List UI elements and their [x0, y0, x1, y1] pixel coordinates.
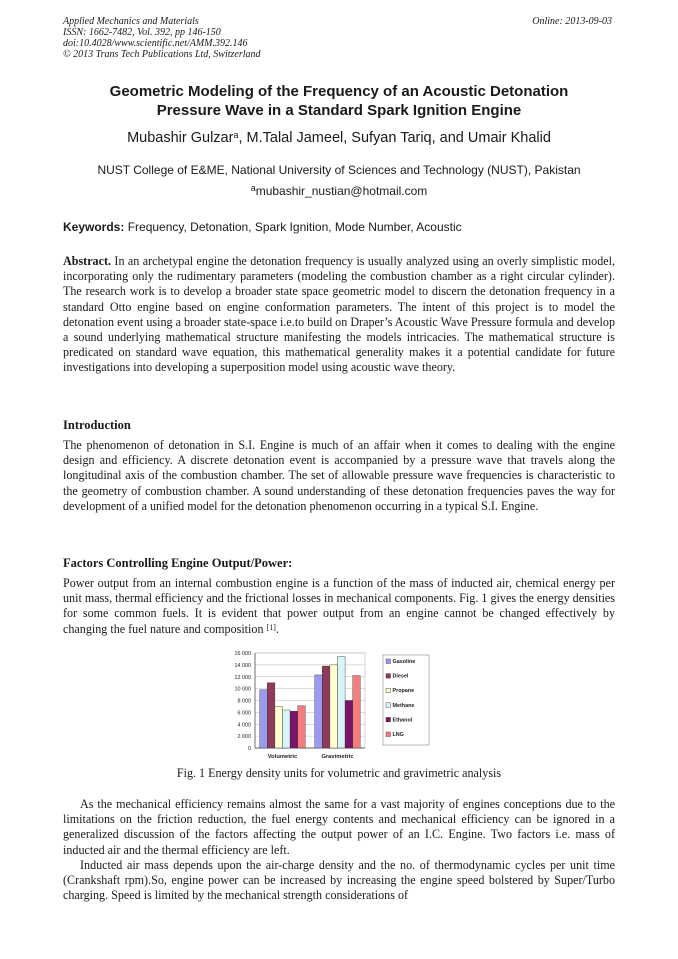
- paper-title: [63, 82, 615, 120]
- figure-caption: Fig. 1 Energy density units for volumetric and gravimetric analysis: [176, 766, 502, 780]
- y-tick-label: 8 000: [237, 698, 251, 705]
- bar-diesel-gravimetric: [322, 666, 330, 748]
- email-address[interactable]: mubashir_nustian@hotmail.com: [255, 184, 428, 198]
- y-tick-label: 16 000: [234, 651, 251, 657]
- factors-end: .: [275, 621, 279, 636]
- bar-methane-volumetric: [283, 710, 291, 748]
- citation[interactable]: [1]: [266, 622, 276, 632]
- factors-paragraph: [63, 576, 615, 637]
- legend-swatch-diesel: [386, 674, 391, 679]
- keywords: [63, 219, 615, 235]
- y-tick-label: 4 000: [237, 722, 251, 729]
- legend-swatch-methane: [386, 703, 391, 708]
- y-tick-label: 12 000: [234, 674, 251, 681]
- abstract-label: Abstract.: [63, 254, 112, 268]
- y-tick-label: 10 000: [234, 686, 251, 693]
- legend-label-ethanol: Ethanol: [392, 717, 413, 724]
- legend-swatch-gasoline: [386, 659, 391, 664]
- bar-gasoline-volumetric: [260, 690, 268, 748]
- bar-lng-gravimetric: [353, 676, 361, 748]
- bar-propane-gravimetric: [330, 665, 338, 748]
- author-first: Mubashir Gulzar: [127, 130, 234, 146]
- energy-density-chart: [221, 649, 436, 766]
- y-tick-label: 6 000: [237, 710, 251, 717]
- keywords-text: Frequency, Detonation, Spark Ignition, Mode Number, Acoustic: [124, 220, 462, 234]
- bar-gasoline-gravimetric: [315, 675, 323, 748]
- bar-methane-gravimetric: [338, 657, 346, 748]
- legend-label-gasoline: Gasoline: [392, 659, 416, 665]
- intro-paragraph: The phenomenon of detonation in S.I. Engine is much of an affair when it comes to dealing with the engine design and efficiency. A discrete detonation event is accompanied by a pressure wave that travels along the longitudinal axis of the combustion chamber. The set of allowable pressure wave frequencies is characteristic to the geometry of combustion chamber. A sound understanding of these detonation frequencies paves the way for development of a unified model for the detonation phenomenon occurring in a typical S.I. Engine.: [63, 438, 615, 513]
- keywords-label: Keywords:: [63, 220, 125, 234]
- y-tick-label: 14 000: [234, 662, 251, 669]
- factors-heading: Factors Controlling Engine Output/Power:: [63, 556, 293, 570]
- legend-label-methane: Methane: [392, 702, 415, 709]
- online-date: Online: 2013-09-03: [532, 16, 612, 27]
- legend-swatch-ethanol: [386, 717, 391, 722]
- issn: ISSN: 1662-7482, Vol. 392, pp 146-150: [63, 27, 221, 38]
- bar-propane-volumetric: [275, 706, 283, 748]
- affiliation: NUST College of E&ME, National University of Sciences and Technology (NUST), Pakistan: [97, 163, 581, 177]
- doi: doi:10.4028/www.scientific.net/AMM.392.146: [63, 38, 248, 49]
- chart-svg: [221, 649, 436, 766]
- title-line-2: Pressure Wave in a Standard Spark Ignition Engine: [156, 102, 522, 119]
- intro-heading: Introduction: [63, 418, 131, 432]
- journal-header: [63, 16, 261, 60]
- y-tick-label: 2 000: [237, 734, 251, 741]
- bar-ethanol-gravimetric: [345, 701, 353, 749]
- title-line-1: Geometric Modeling of the Frequency of an Acoustic Detonation: [109, 83, 569, 100]
- author-rest: , M.Talal Jameel, Sufyan Tariq, and Umair Khalid: [238, 130, 551, 146]
- legend-label-diesel: Diesel: [392, 673, 409, 680]
- paragraph-inducted-air: Inducted air mass depends upon the air-charge density and the no. of thermodynamic cycles per unit time (Crankshaft rpm).So, engine power can be increased by increasing the engine speed bolstered by Super/Turbo charging. Speed is limited by the mechanical strength considerations of: [63, 858, 615, 903]
- authors: [63, 128, 615, 148]
- factors-text: Power output from an internal combustion engine is a function of the mass of inducted air, chemical energy per unit mass, thermal efficiency and the frictional losses in mechanical components. Fig. 1 gives the energy densities for some common fuels. It is evident that power output from an engine cannot be changed effectively by changing the fuel nature and composition: [63, 576, 615, 636]
- bar-lng-volumetric: [298, 706, 306, 748]
- legend-swatch-lng: [386, 732, 391, 737]
- abstract-text: In an archetypal engine the detonation frequency is usually analyzed using an overly simplistic model, incorporating only the rudimentary parameters (modeling the combustion chamber as a right circular cylinder). The research work is to develop a broader state space geometric model to discern the detonation frequency in a standard Otto engine based on engine conformation parameters. The intent of this project is to model the detonation event using a broader state-space i.e.to build on Draper’s Acoustic Wave Pressure formula and develop a sound underlying mathematical structure manifesting the models intricacies. The mathematical structure is predicated on standard wave equation, this mathematical generality makes it a potential candidate for future investigations into developing a superposition model using acoustic wave theory.: [63, 254, 615, 375]
- abstract: [63, 254, 615, 376]
- legend-label-lng: LNG: [392, 732, 404, 738]
- legend-box: [383, 655, 429, 745]
- author-sup: a: [233, 130, 239, 140]
- y-tick-label: 0: [248, 746, 251, 752]
- paragraph-mechanical-efficiency: As the mechanical efficiency remains almost the same for a vast majority of engines conceptions due to the limitations on the friction reduction, the fuel energy contents and mechanical efficiency can be ignored in a generalized discussion of the factors affecting the output power of an I.C. Engine. Two factors i.e. mass of inducted air and the thermal efficiency are left.: [63, 797, 615, 857]
- bar-diesel-volumetric: [267, 683, 275, 748]
- legend-swatch-propane: [386, 688, 391, 693]
- x-category-label: Volumetric: [267, 754, 298, 760]
- x-category-label: Gravimetric: [321, 754, 354, 760]
- bar-ethanol-volumetric: [290, 711, 298, 748]
- email: [63, 183, 615, 199]
- copyright: © 2013 Trans Tech Publications Ltd, Switzerland: [63, 49, 261, 60]
- legend-label-propane: Propane: [392, 688, 415, 695]
- email-sup: a: [250, 183, 256, 193]
- journal-name: Applied Mechanics and Materials: [63, 16, 199, 27]
